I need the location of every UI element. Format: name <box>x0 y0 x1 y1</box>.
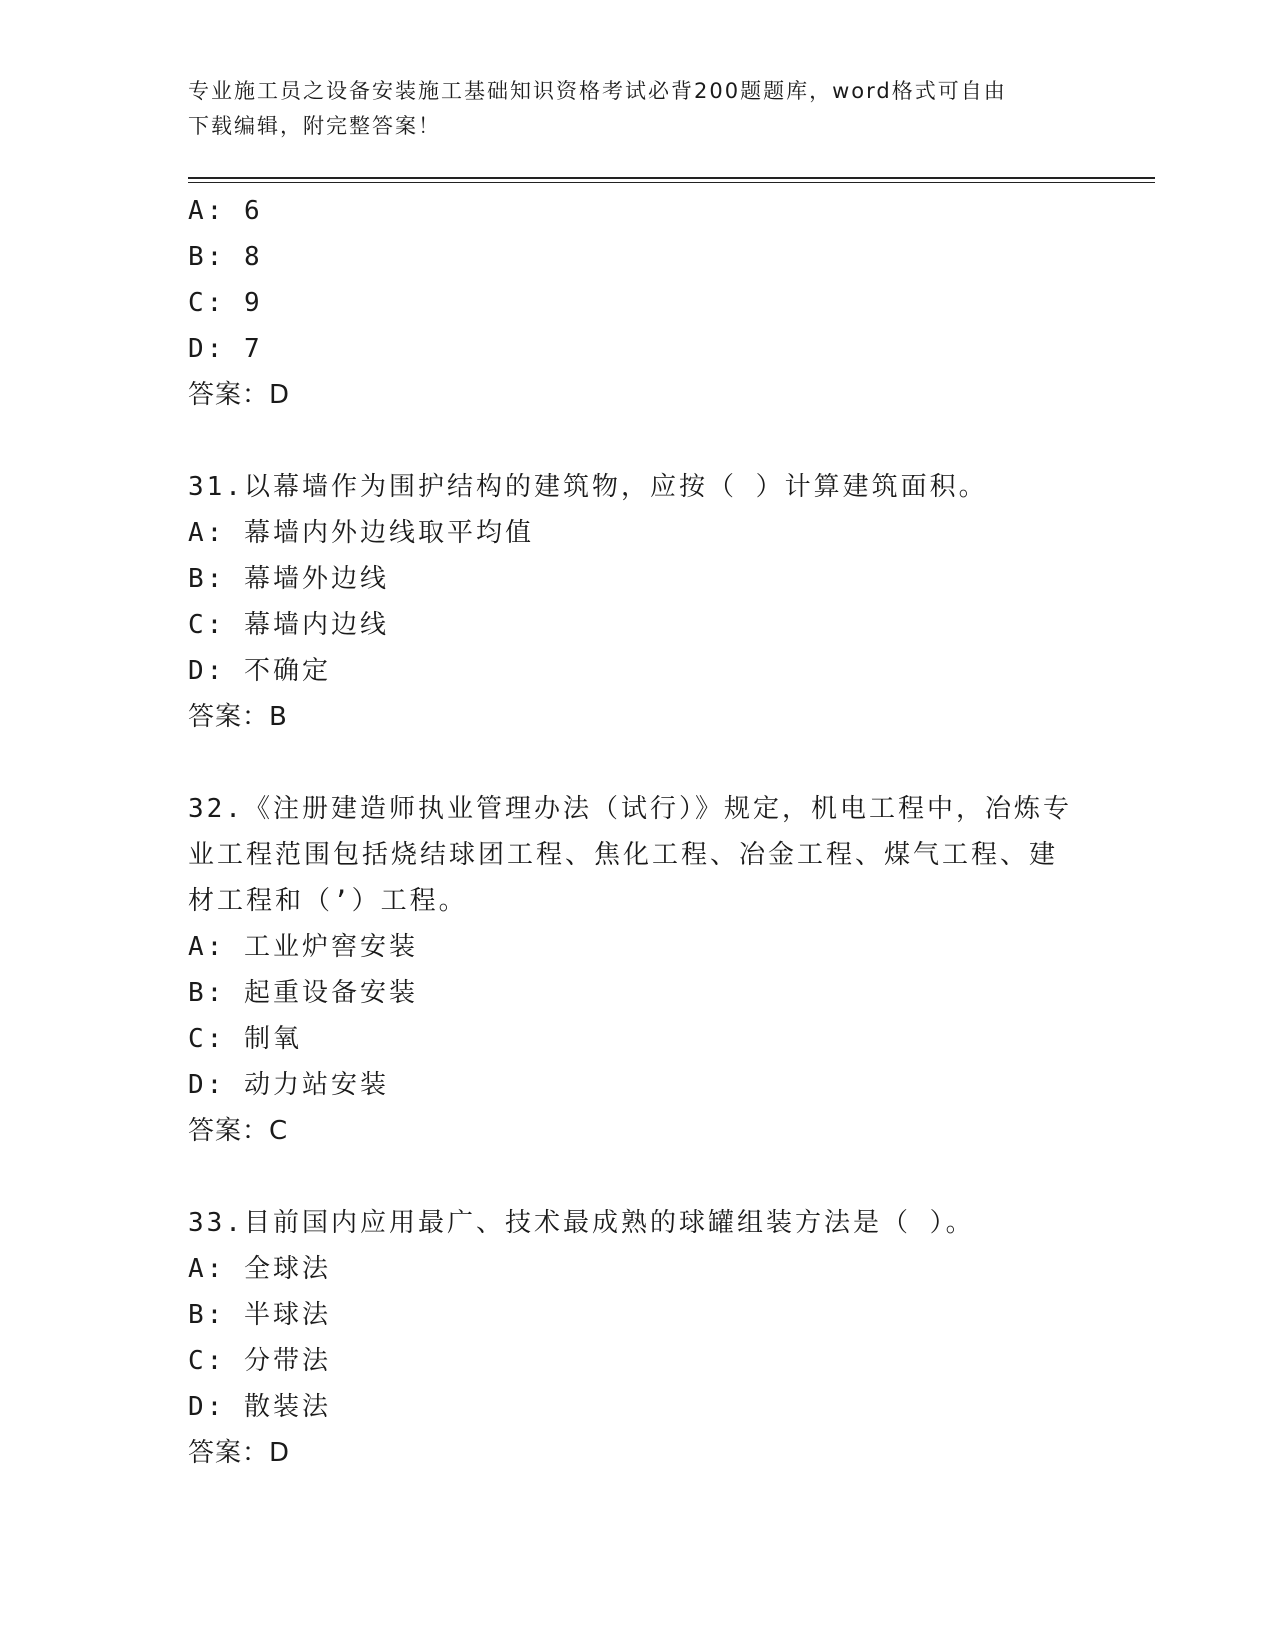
document-header <box>188 74 1068 144</box>
spacer <box>188 418 1088 464</box>
option-b: B: 半球法 <box>188 1300 331 1330</box>
header-divider-thin <box>188 182 1155 183</box>
option-d: D: 动力站安装 <box>188 1070 389 1100</box>
question-text-line-1: 32.《注册建造师执业管理办法（试行）》规定，机电工程中，冶炼专 <box>188 794 1072 824</box>
option-a: A: 幕墙内外边线取平均值 <box>188 518 534 548</box>
answer-line: 答案：D <box>188 1438 291 1468</box>
option-c: C: 制氧 <box>188 1024 302 1054</box>
question-list <box>188 188 1088 1476</box>
option-d: D: 散装法 <box>188 1392 331 1422</box>
question-block-31 <box>188 464 1088 740</box>
option-d: D: 不确定 <box>188 656 331 686</box>
header-divider-thick <box>188 177 1155 179</box>
question-block-prev <box>188 188 1088 418</box>
option-c: C: 分带法 <box>188 1346 331 1376</box>
question-block-32 <box>188 786 1088 1154</box>
answer-line: 答案：D <box>188 380 291 410</box>
option-a: A: 工业炉窖安装 <box>188 932 418 962</box>
option-a: A: 6 <box>188 196 263 226</box>
option-b: B: 8 <box>188 242 263 272</box>
question-text-line-3: 材工程和（’）工程。 <box>188 886 468 916</box>
question-block-33 <box>188 1200 1088 1476</box>
spacer <box>188 1154 1088 1200</box>
option-b: B: 起重设备安装 <box>188 978 418 1008</box>
option-c: C: 幕墙内边线 <box>188 610 389 640</box>
answer-line: 答案：B <box>188 702 288 732</box>
question-text-line-2: 业工程范围包括烧结球团工程、焦化工程、冶金工程、煤气工程、建 <box>188 840 1059 870</box>
option-d: D: 7 <box>188 334 263 364</box>
spacer <box>188 740 1088 786</box>
question-text: 31.以幕墙作为围护结构的建筑物，应按（ ）计算建筑面积。 <box>188 472 988 502</box>
header-title-line-2: 下载编辑，附完整答案！ <box>188 114 441 138</box>
option-a: A: 全球法 <box>188 1254 331 1284</box>
option-c: C: 9 <box>188 288 263 318</box>
answer-line: 答案：C <box>188 1116 289 1146</box>
question-text: 33.目前国内应用最广、技术最成熟的球罐组装方法是（ ）。 <box>188 1208 975 1238</box>
option-b: B: 幕墙外边线 <box>188 564 389 594</box>
header-title-line-1: 专业施工员之设备安装施工基础知识资格考试必背200题题库，word格式可自由 <box>188 79 1007 103</box>
